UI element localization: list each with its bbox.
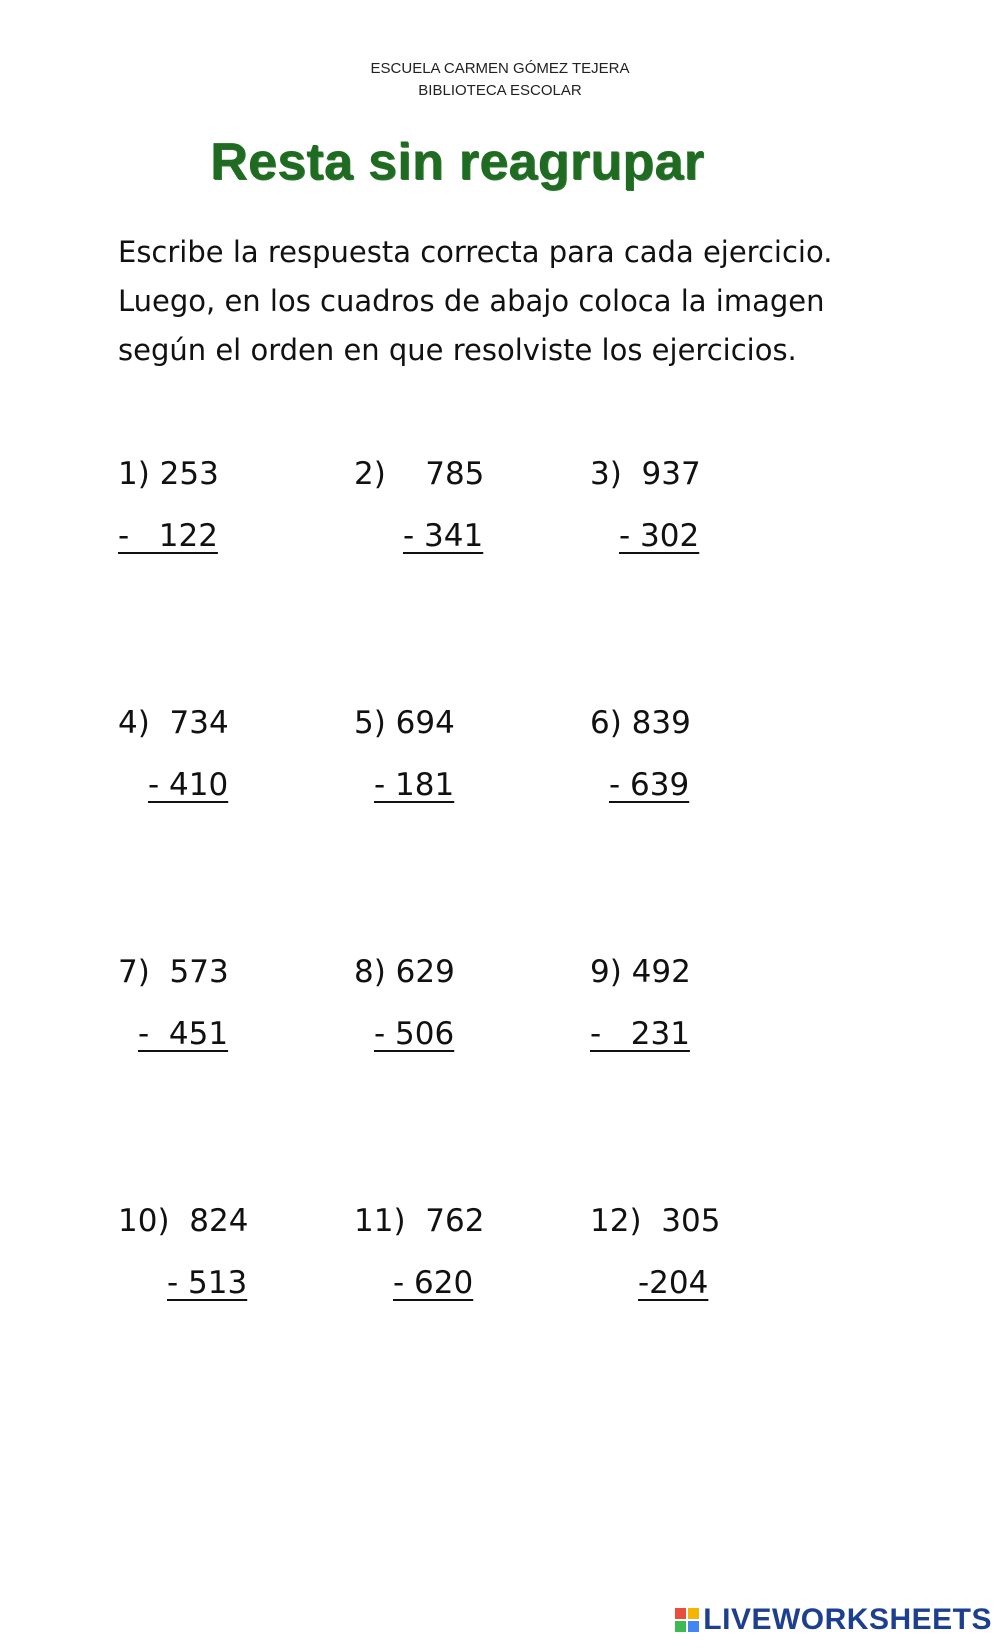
exercise-4 [118, 705, 229, 813]
exercise-subtrahend: -204 [638, 1265, 709, 1301]
exercise-subtrahend: - 620 [393, 1265, 474, 1301]
instruction-line: según el orden en que resolviste los ejercicios. [118, 333, 797, 367]
instructions [118, 228, 918, 375]
exercise-8 [354, 954, 455, 1062]
logo-square [688, 1608, 699, 1619]
exercise-minuend: 12) 305 [590, 1203, 721, 1239]
exercise-subtrahend: - 513 [167, 1265, 248, 1301]
exercise-10 [118, 1203, 249, 1311]
exercise-9 [590, 954, 691, 1062]
exercise-minuend: 2) 785 [354, 456, 485, 492]
instruction-line: Escribe la respuesta correcta para cada ejercicio. [118, 235, 833, 269]
exercise-minuend: 9) 492 [590, 954, 691, 990]
exercise-minuend: 10) 824 [118, 1203, 249, 1239]
exercise-11 [354, 1203, 485, 1311]
logo-square [675, 1621, 686, 1632]
logo-text: LIVEWORKSHEETS [703, 1603, 992, 1636]
logo-square [675, 1608, 686, 1619]
logo-icon [675, 1608, 699, 1632]
exercise-subtrahend: - 341 [403, 518, 484, 554]
library-name: BIBLIOTECA ESCOLAR [418, 82, 582, 99]
exercise-minuend: 4) 734 [118, 705, 229, 741]
exercise-12 [590, 1203, 721, 1311]
exercise-minuend: 6) 839 [590, 705, 691, 741]
exercise-subtrahend: - 231 [590, 1016, 690, 1052]
exercise-minuend: 11) 762 [354, 1203, 485, 1239]
exercise-2 [354, 456, 485, 564]
exercise-subtrahend: - 639 [609, 767, 690, 803]
exercise-5 [354, 705, 455, 813]
exercise-subtrahend: - 506 [374, 1016, 455, 1052]
liveworksheets-logo [675, 1603, 992, 1637]
exercise-minuend: 5) 694 [354, 705, 455, 741]
exercise-subtrahend: - 181 [374, 767, 455, 803]
exercise-minuend: 8) 629 [354, 954, 455, 990]
exercise-minuend: 3) 937 [590, 456, 701, 492]
exercise-7 [118, 954, 229, 1062]
exercise-1 [118, 456, 219, 564]
school-name: ESCUELA CARMEN GÓMEZ TEJERA [370, 60, 630, 77]
school-header [0, 58, 1000, 102]
exercise-subtrahend: - 122 [118, 518, 218, 554]
exercise-subtrahend: - 410 [148, 767, 229, 803]
exercise-3 [590, 456, 701, 564]
page-title: Resta sin reagrupar [210, 133, 705, 191]
exercise-minuend: 1) 253 [118, 456, 219, 492]
exercise-minuend: 7) 573 [118, 954, 229, 990]
logo-square [688, 1621, 699, 1632]
exercise-subtrahend: - 302 [619, 518, 700, 554]
exercise-6 [590, 705, 691, 813]
exercise-subtrahend: - 451 [138, 1016, 229, 1052]
instruction-line: Luego, en los cuadros de abajo coloca la imagen [118, 284, 825, 318]
